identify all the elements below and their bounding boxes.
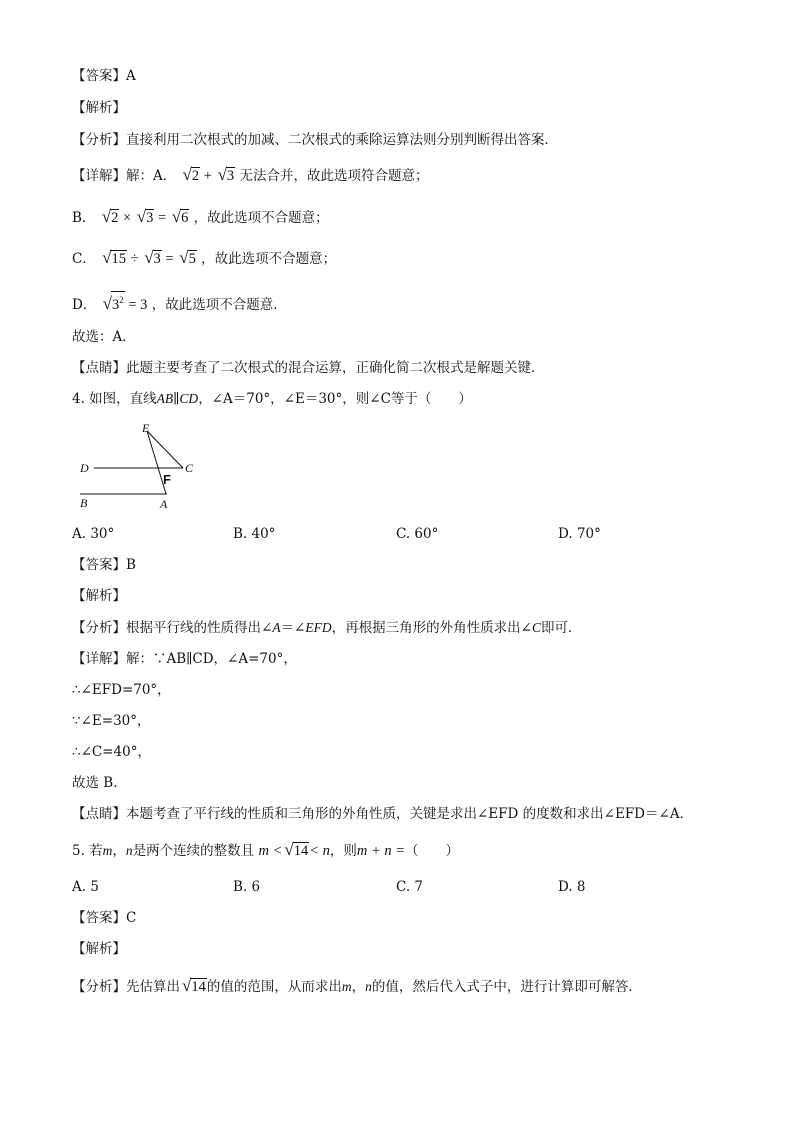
q4-choose: 故选 B． [72,775,127,791]
q4-option-b: B. 40° [233,526,276,542]
q3-choose: 故选：A． [72,329,136,345]
q3-detail-C: C． √15 ÷ √3 = √5 ，故此选项不合题意； [72,248,337,267]
q3-fenxi-text: 直接利用二次根式的加减、二次根式的乘除运算法则分别判断得出答案． [126,132,558,148]
q4-review-line: 【点睛】本题考查了平行线的性质和三角形的外角性质，关键是求出∠EFD 的度数和求出∠EFD＝∠A． [72,806,694,822]
q4-figure [72,420,212,515]
q4-detail-1: 【详解】解：∵AB∥CD，∠A=70°， [72,651,297,667]
label-D: D [80,461,89,475]
q4-answer-line: 【答案】B [72,557,136,573]
q3-expr-A: √2 + √3 [182,165,235,184]
q3-fenxi-line: 【分析】直接利用二次根式的加减、二次根式的乘除运算法则分别判断得出答案． [72,132,558,148]
q5-option-a: A. 5 [72,879,99,895]
q5-option-c: C. 7 [396,879,424,895]
q4-stem: 4. 如图，直线AB∥CD，∠A＝70°，∠E＝30°，则∠C等于（ ） [72,391,472,407]
q4-fenxi-line: 【分析】根据平行线的性质得出∠A＝∠EFD，再根据三角形的外角性质求出∠C即可． [72,620,582,636]
q5-answer-line: 【答案】C [72,910,137,926]
label-B: B [80,496,88,510]
q5-analysis-heading: 【解析】 [72,941,126,957]
q3-expr-C: √15 ÷ √3 = √5 [102,248,196,267]
q3-analysis-heading: 【解析】 [72,100,126,116]
q5-fenxi-line: 【分析】先估算出 √14的值的范围，从而求出m，n的值，然后代入式子中，进行计算即可解答． [72,976,642,995]
label-A: A [160,497,168,511]
q5-option-d: D. 8 [558,879,586,895]
label-C: C [185,461,194,475]
answer-tag: 【答案】 [72,68,126,84]
q3-review-line: 【点睛】此题主要考查了二次根式的混合运算，正确化简二次根式是解题关键． [72,360,545,376]
q3-answer-line [72,66,136,86]
q4-analysis-heading: 【解析】 [72,588,126,604]
q4-option-a: A. 30° [72,526,115,542]
q4-option-c: C. 60° [396,526,439,542]
q4-detail-3: ∵∠E=30°， [72,713,151,729]
q3-expr-B: √2 × √3 = √6 [101,207,189,226]
q5-stem: 5. 若m，n是两个连续的整数且 m < √14< n，则m + n =（ ） [72,840,460,859]
q3-detail-A: 【详解】解：A． √2 + √3 无法合并，故此选项符合题意； [72,165,429,184]
q3-answer-value: A [126,68,136,84]
q4-detail-4: ∴∠C=40°， [72,744,151,760]
q4-detail-2: ∴∠EFD=70°， [72,682,171,698]
q4-option-d: D. 70° [558,526,601,542]
q3-detail-B: B． √2 × √3 = √6 ，故此选项不合题意； [72,207,329,226]
label-E: E [142,421,150,435]
q3-expr-D: $√3^2 = 3$ [101,297,148,313]
q3-detail-D: D． $√3^2 = 3$ ，故此选项不合题意． [72,291,287,315]
q5-option-b: B. 6 [233,879,261,895]
label-F: F [163,472,171,487]
